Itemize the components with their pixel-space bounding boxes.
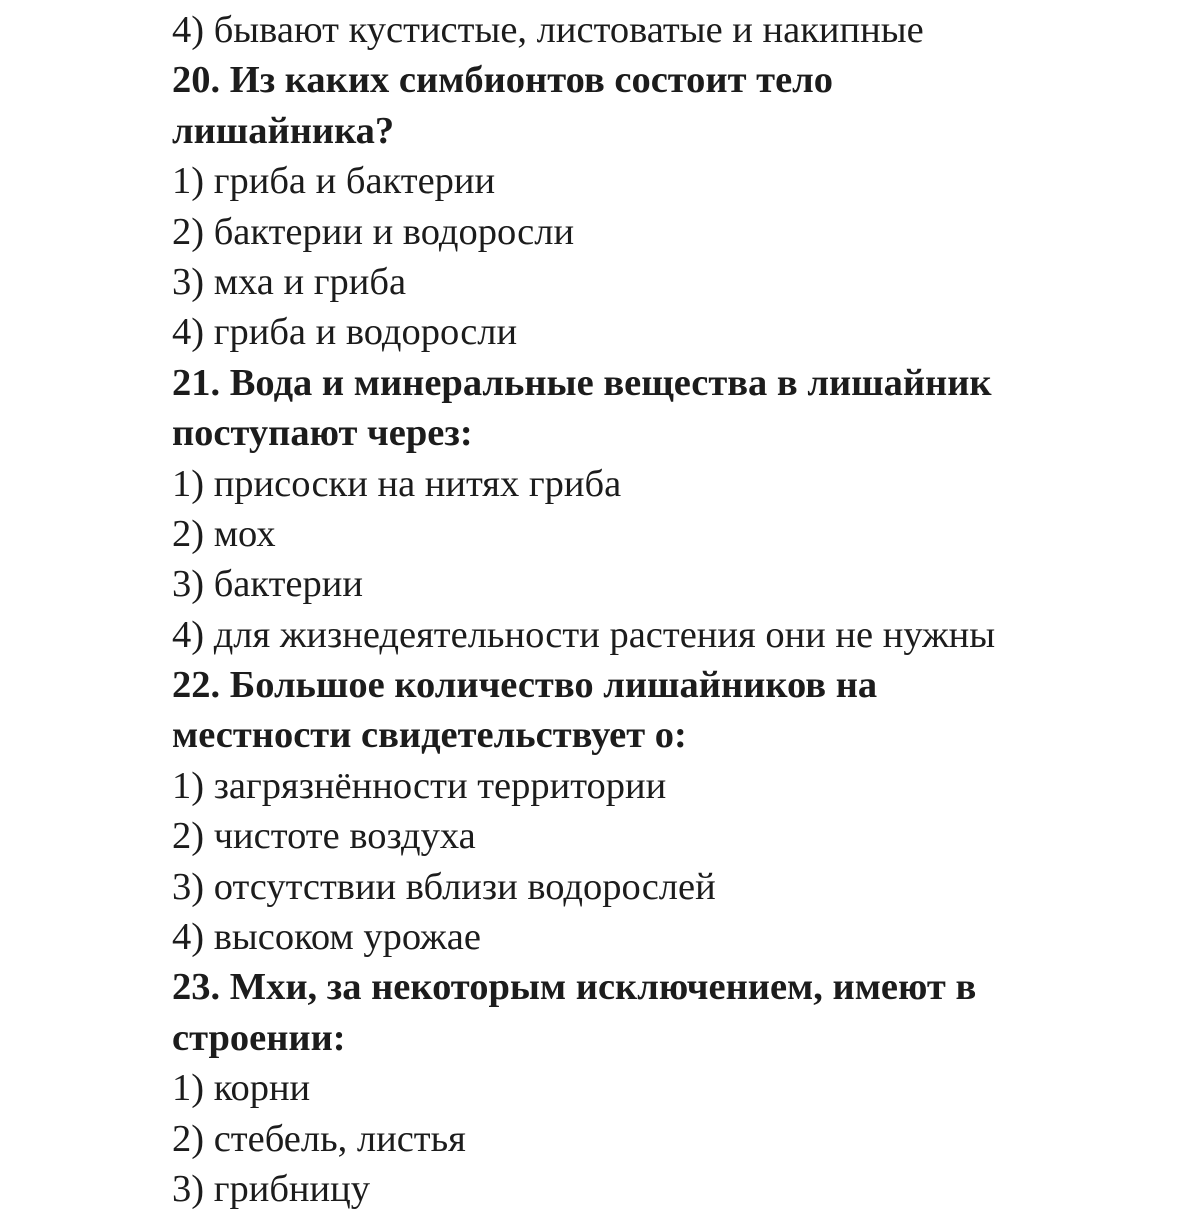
question-title: 23. Мхи, за некоторым исключением, имеют в	[172, 966, 977, 1009]
answer-option: 4) для жизнедеятельности растения они не нужны	[172, 613, 996, 656]
answer-option: 2) мох	[172, 512, 276, 555]
answer-option: 1) корни	[172, 1067, 311, 1110]
answer-option: 3) грибницу	[172, 1167, 370, 1210]
question-title: 22. Большое количество лишайников на	[172, 664, 878, 707]
answer-option: 4) высоком урожае	[172, 916, 481, 959]
question-title: строении:	[172, 1016, 346, 1059]
answer-option: 3) отсутствии вблизи водорослей	[172, 865, 716, 908]
answer-option: 4) гриба и водоросли	[172, 311, 518, 354]
question-title: поступают через:	[172, 412, 473, 455]
question-title: лишайника?	[172, 109, 395, 152]
question-21	[172, 358, 1172, 660]
answer-option: 1) гриба и бактерии	[172, 160, 496, 203]
question-23	[172, 962, 1172, 1214]
question-title: 20. Из каких симбионтов состоит тело	[172, 59, 834, 102]
document-page	[172, 5, 1172, 1214]
question-22	[172, 660, 1172, 962]
question-title: местности свидетельствует о:	[172, 714, 687, 757]
answer-option: 1) присоски на нитях гриба	[172, 462, 622, 505]
answer-option: 2) бактерии и водоросли	[172, 210, 575, 253]
question-title: 21. Вода и минеральные вещества в лишайник	[172, 361, 992, 404]
answer-option: 1) загрязнённости территории	[172, 764, 667, 807]
question-20	[172, 55, 1172, 357]
answer-option: 3) бактерии	[172, 563, 363, 606]
answer-option: 2) чистоте воздуха	[172, 815, 476, 858]
answer-option: 3) мха и гриба	[172, 260, 407, 303]
answer-option: 4) бывают кустистые, листоватые и накипные	[172, 9, 924, 51]
answer-option: 2) стебель, листья	[172, 1117, 466, 1160]
